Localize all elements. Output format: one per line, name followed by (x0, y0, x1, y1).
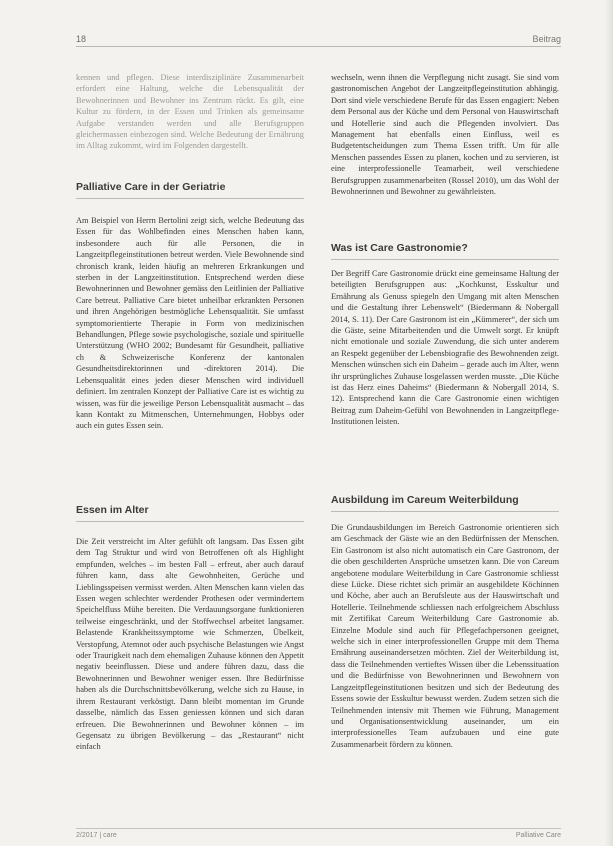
heading-rule (76, 521, 304, 522)
heading-care-gastronomie: Was ist Care Gastronomie? (331, 242, 468, 254)
paragraph-essen-im-alter: Die Zeit verstreicht im Alter gefühlt oft langsam. Das Essen gibt dem Tag Struktur und wird von Betroffenen oft als Highlight empfunden, welches – im besten Fall – erfreut, aber auch darauf führen kann, dass alte Gewohnheiten, Gerüche und Lieblingsspeisen vermisst werden. Alten Menschen kann vielen das Essen wegen schlechter werdender Prothesen oder vermindertem Speichelfluss Mühe bereiten. Die Verdauungsorgane funktionieren teilweise eingeschränkt, und der Stoffwechsel arbeitet langsamer. Belastende Krankheitssymptome wie Schmerzen, Übelkeit, Verstopfung, Atemnot oder auch psychische Belastungen wie Angst oder Traurigkeit nach dem ehemaligen Zuhause können den Appetit negativ beeinflussen. Diese und andere führen dazu, dass die Bewohnerinnen und Bewohner weniger essen. Ihre Bedürfnisse haben als die Durchschnittsbevölkerung, welche sich zu Hause, in ihrem Restaurant verköstigt. Dann bleibt momentan im Grunde dasselbe, nämlich das Essen geniessen können und sich daran erfreuen. Die Bewohnerinnen und Bewohner können – im Gegensatz zu übrigen Bevölkerung – das „Restaurant“ nicht einfach (76, 537, 304, 752)
paragraph-care-gastronomie: Der Begriff Care Gastronomie drückt eine gemeinsame Haltung der beteiligten Berufsgruppen aus: „Kochkunst, Esskultur und Ernährung als Genuss spiegeln den Umgang mit alten Menschen und die Gestaltung ihrer Lebenswelt“ (Biedermann & Nobergall 2014, S. 11). Der Care Gastronom ist ein „Kümmerer“, der sich um die Gäste, seine Mitarbeitenden und die Umwelt sorgt. Er knüpft nicht emotionale und soziale Zuwendung, die sich unter anderem an Respekt gegenüber der Lebensbiografie des Bewohnenden zeigt. Menschen wünschen sich ein Daheim – gerade auch im Alter, wenn ihr ursprüngliches Zuhause losgelassen werden musste. „Die Küche ist das Herz eines Daheims“ (Biedermann & Nobergall 2014, S. 12). Entsprechend kann die Care Gastronomie einen wichtigen Beitrag zum Daheim-Gefühl von Bewohnenden in Langzeitpflege-Institutionen leisten. (331, 269, 559, 427)
running-header: Beitrag (532, 34, 561, 44)
heading-palliative-care: Palliative Care in der Geriatrie (76, 181, 226, 193)
heading-rule (331, 259, 559, 260)
right-body-0 (331, 72, 559, 197)
page-edge-shadow (605, 0, 613, 846)
right-body-2 (331, 522, 559, 750)
paragraph-ausbildung: Die Grundausbildungen im Bereich Gastronomie orientieren sich am Geschmack der Gäste wie an den Bedürfnissen der Menschen. Ein Gastronom ist also nicht automatisch ein Care Gastronom, der die oben geschilderten Ansprüche umsetzen kann. Die von Careum angebotene modulare Weiterbildung in Care Gastronomie schliesst diese Lücke. Diese richtet sich primär an ausgebildete Köchinnen und Köche, aber auch an Berufsleute aus der Hauswirtschaft und Hotellerie. Teilnehmende schliessen nach erfolgreichem Abschluss mit Zertifikat Careum Weiterbildung Care Gastronomie ab. Einzelne Module sind auch für Pflegefachpersonen geeignet, welche sich in einer interprofessionellen Gruppe mit dem Thema Ernährung auseinandersetzen möchten. Ziel der Weiterbildung ist, dass die Teilnehmenden vertieftes Wissen über die Lebenssituation und die Bedürfnisse von Bewohnerinnen und Bewohnern von Langzeitpflegeinstitutionen besitzen und sich der Bedeutung des Essens sowie der Esskultur bewusst werden. Zudem setzen sich die Teilnehmenden intensiv mit Themen wie Führung, Management und Organisationsentwicklung auseinander, um ein interprofessionelles Team aufzubauen und eine gute Zusammenarbeit fördern zu können. (331, 523, 559, 749)
right-body-1 (331, 268, 559, 428)
heading-rule (76, 198, 304, 199)
paragraph-continuation: wechseln, wenn ihnen die Verpflegung nicht zusagt. Sie sind vom gastronomischen Angebot der Langzeitpflegeinstitution abhängig. Dort sind viele verschiedene Berufe für das Essen engagiert: Neben dem Personal aus der Küche und dem Personal von Hauswirtschaft und Hotellerie sind auch die Pflegenden involviert. Das Management hat ebenfalls einen Einfluss, weil es Budgetentscheidungen zum Thema Essen trifft. Um für alle Menschen passendes Essen zu planen, kochen und zu servieren, ist eine interprofessionelle Teamarbeit, weil verschiedene Berufsgruppen zusammenarbeiten (Rossel 2010), um das Wohl der Bewohnerinnen und Bewohner zu gewährleisten. (331, 73, 559, 197)
heading-rule (331, 511, 559, 512)
left-intro-text (76, 72, 304, 152)
page-number: 18 (76, 34, 87, 44)
intro-paragraph: kennen und pflegen. Diese interdisziplinäre Zusammenarbeit erfordert eine Haltung, welche die Lebensqualität der Bewohnerinnen und Bewohner ins Zentrum rückt. Es gilt, eine Kultur zu fördern, in der Essen und Trinken als gemeinsame Aufgabe verstanden werden und alle Berufsgruppen gleichermassen einbezogen sind. Welche Bedeutung der Ernährung im Alltag zukommt, wird im Folgenden dargestellt. (76, 73, 304, 151)
left-body-2 (76, 536, 304, 753)
heading-ausbildung: Ausbildung im Careum Weiterbildung (331, 494, 519, 506)
left-body-1 (76, 215, 304, 432)
footer-rule (76, 828, 561, 829)
footer-right: Palliative Care (515, 832, 561, 839)
header-rule (76, 46, 561, 47)
footer-left: 2/2017 | care (76, 832, 117, 839)
paragraph-palliative-care: Am Beispiel von Herrn Bertolini zeigt sich, welche Bedeutung das Essen für das Wohlbefinden eines Menschen haben kann, insbesondere auch für alle Personen, die in Langzeitpflegeinstitutionen betreut werden. Viele Bewohnende sind chronisch krank, leiden häufig an mehreren Erkrankungen und sterben in der Langzeitinstitution. Entsprechend werden diese Bewohnerinnen und Bewohner gemäss den Leitlinien der Palliative Care betreut. Palliative Care bietet unheilbar erkrankten Personen und ihren Angehörigen bestmögliche Lebensqualität. Sie umfasst symptomorientierte Therapie in Form von medizinischen Behandlungen, Pflege sowie psychologische, soziale und spirituelle Unterstützung (WHO 2002; Bundesamt für Gesundheit, palliative ch & Schweizerische Konferenz der kantonalen Gesundheitsdirektorinnen und -direktoren 2014). Die Lebensqualität eines jeden dieser Menschen wird individuell definiert. Im zentralen Konzept der Palliative Care ist es wichtig zu wissen, was für die jeweilige Person Lebensqualität ausmacht – das kann Kontakt zu Mitmenschen, Unternehmungen, Hobbys oder auch ein gutes Essen sein. (76, 216, 304, 431)
heading-essen-im-alter: Essen im Alter (76, 504, 149, 516)
